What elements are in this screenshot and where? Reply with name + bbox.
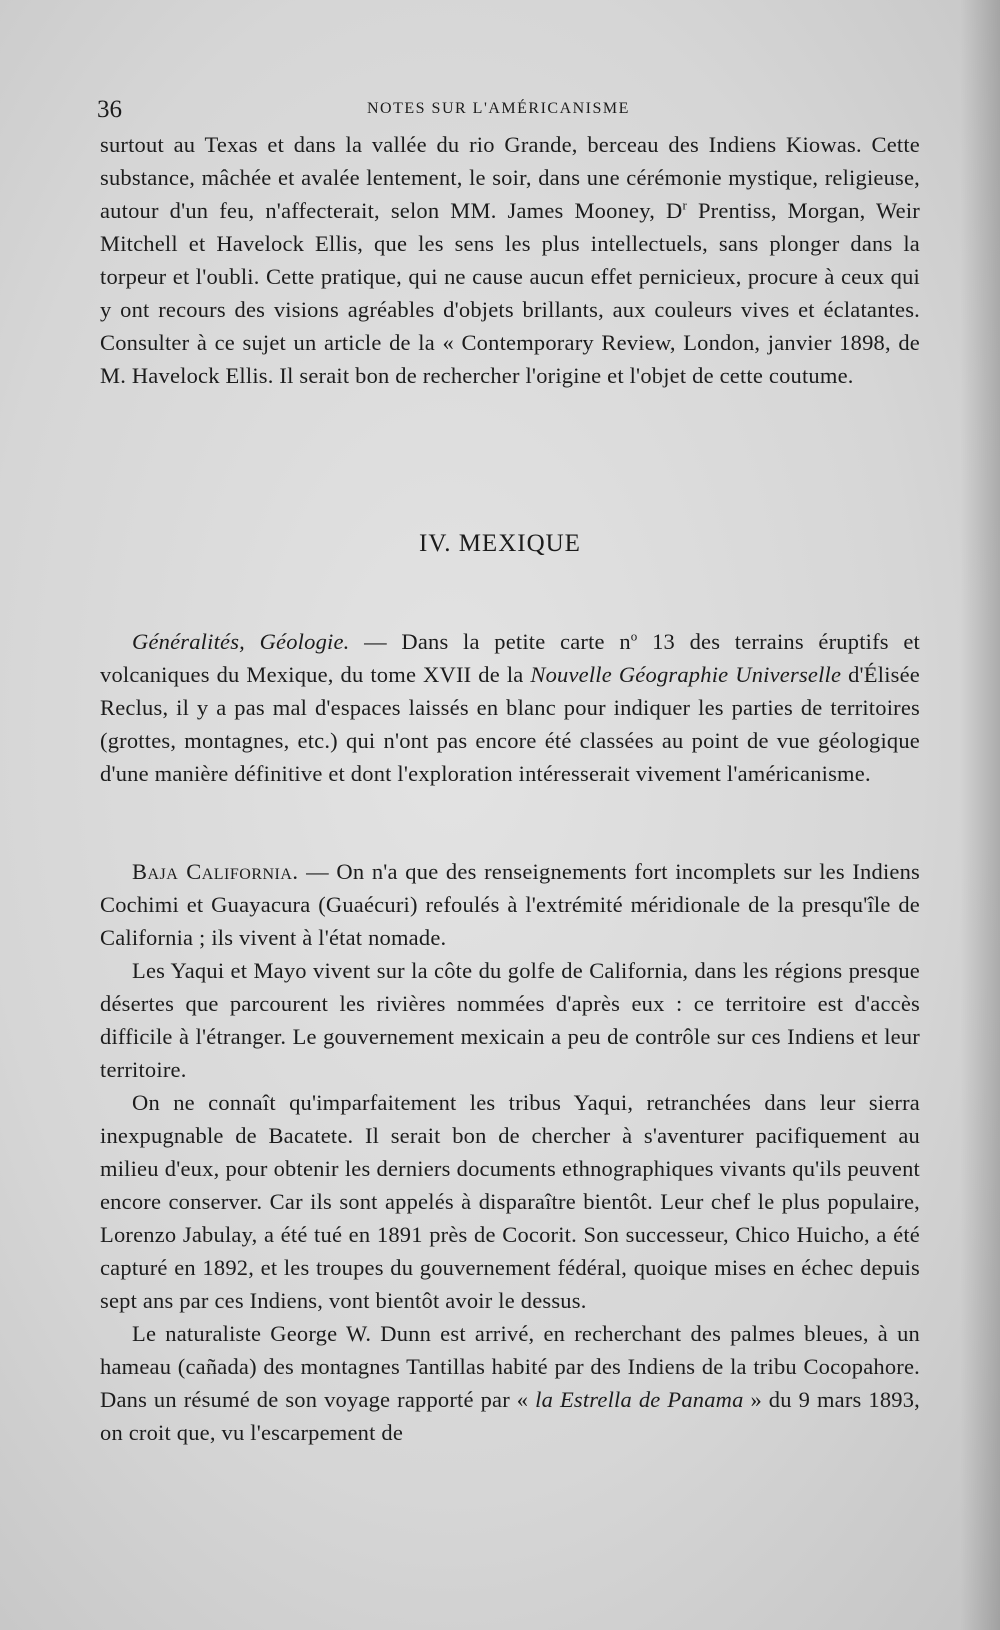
texas-paragraph-block	[100, 128, 920, 392]
texas-paragraph	[100, 128, 920, 392]
page-header	[97, 96, 917, 126]
generalites-text-1: — Dans la petite carte n	[349, 629, 631, 654]
doctor-superscript: r	[682, 197, 687, 213]
generalites-text-2: 13 des terrains éruptifs et volcaniques du Mexique, du tome XVII de la	[100, 629, 920, 687]
texas-text-part2: Prentiss, Morgan, Weir Mitchell et Havelock Ellis, que les sens les plus intellectuels, sans plonger dans la torpeur et l'oubli. Cette pratique, qui ne cause aucun effet pernicieux, procure à ceux qui y ont recours des visions agréables d'objets brillants, aux couleurs vives et éclatantes. Consulter à ce sujet un article de la « Contemporary Review, London, janvier 1898, de M. Havelock Ellis. Il serait bon de rechercher l'origine et l'objet de cette coutume.	[100, 198, 921, 388]
baja-paragraph-1	[100, 855, 920, 954]
binding-shadow	[960, 0, 1000, 1630]
baja-lead: Baja California.	[132, 859, 299, 884]
generalites-lead: Généralités, Géologie.	[132, 629, 350, 654]
numero-superscript: o	[630, 628, 638, 644]
running-head: NOTES SUR L'AMÉRICANISME	[367, 100, 630, 117]
baja-text-4a: Le naturaliste George W. Dunn est arrivé, en recherchant des palmes bleues, à un hameau (cañada) des montagnes Tantillas habité par des Indiens de la tribu Cocopahore. Dans un résumé de son voyage rapporté par «	[100, 1321, 920, 1412]
journal-title: la Estrella de Panama	[535, 1387, 744, 1412]
generalites-text-3: d'Élisée Reclus, il y a pas mal d'espaces laissés en blanc pour indiquer les parties de territoires (grottes, montagnes, etc.) qui n'ont pas encore été classées au point de vue géologique d'une manière définitive et dont l'exploration intéresserait vivement l'américanisme.	[100, 662, 920, 786]
page-number: 36	[97, 96, 122, 123]
baja-text-1: — On n'a que des renseignements fort incomplets sur les Indiens Cochimi et Guayacura (Guaécuri) refoulés à l'extrémité méridionale de la presqu'île de California ; ils vivent à l'état nomade.	[100, 859, 920, 950]
baja-paragraph-4	[100, 1317, 920, 1449]
baja-paragraph-2: Les Yaqui et Mayo vivent sur la côte du golfe de California, dans les régions presque désertes que parcourent les rivières nommées d'après eux : ce territoire est d'accès difficile à l'étranger. Le gouvernement mexicain a peu de contrôle sur ces Indiens et leur territoire.	[100, 958, 920, 1082]
baja-paragraph-3: On ne connaît qu'imparfaitement les tribus Yaqui, retranchées dans leur sierra inexpugnable de Bacatete. Il serait bon de chercher à s'aventurer pacifiquement au milieu d'eux, pour obtenir les derniers documents ethnographiques vivants qu'ils peuvent encore conserver. Car ils sont appelés à disparaître bientôt. Leur chef le plus populaire, Lorenzo Jabulay, a été tué en 1891 près de Cocorit. Son successeur, Chico Huicho, a été capturé en 1892, et les troupes du gouvernement fédéral, quoique mises en échec depuis sept ans par ces Indiens, vont bientôt avoir le dessus.	[100, 1090, 920, 1313]
generalites-paragraph	[100, 625, 920, 790]
texas-text-part1: surtout au Texas et dans la vallée du rio Grande, berceau des Indiens Kiowas. Cette substance, mâchée et avalée lentement, le soir, dans une cérémonie mystique, religieuse, autour d'un feu, n'affecterait, selon MM. James Mooney, D	[100, 132, 920, 223]
book-title: Nouvelle Géographie Universelle	[530, 662, 842, 687]
mexique-paragraph-block	[100, 625, 920, 790]
baja-paragraph-block	[100, 855, 920, 1449]
section-title: IV. MEXIQUE	[419, 530, 581, 557]
baja-text-4b: » du 9 mars 1893, on croit que, vu l'escarpement de	[100, 1387, 921, 1445]
